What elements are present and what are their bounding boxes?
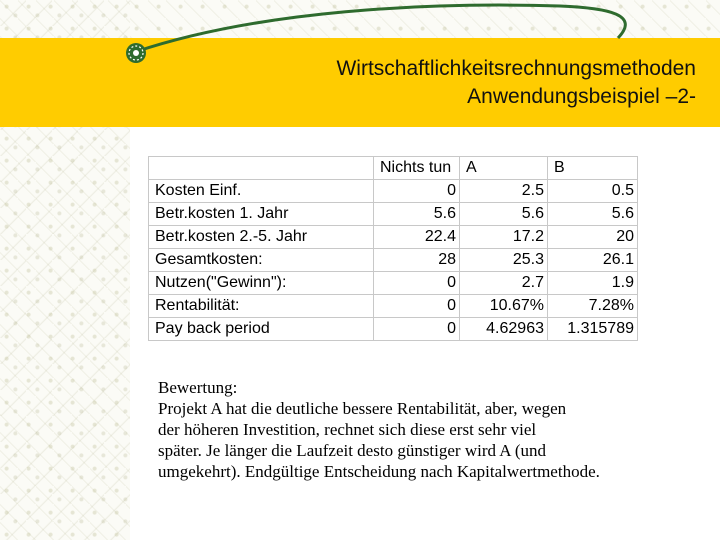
cell-b: 20 <box>548 226 638 249</box>
table-row <box>149 203 638 226</box>
evaluation-text <box>158 377 703 482</box>
row-label: Rentabilität: <box>149 295 374 318</box>
table-row <box>149 272 638 295</box>
cell-a: 5.6 <box>460 203 548 226</box>
cell-nichts-tun: 22.4 <box>374 226 460 249</box>
cell-a: 2.5 <box>460 180 548 203</box>
table-row <box>149 180 638 203</box>
cell-b: 1.9 <box>548 272 638 295</box>
cell-a: 2.7 <box>460 272 548 295</box>
cell-b: 26.1 <box>548 249 638 272</box>
table-header-row <box>149 157 638 180</box>
cell-b: 7.28% <box>548 295 638 318</box>
row-label: Nutzen("Gewinn"): <box>149 272 374 295</box>
row-label: Gesamtkosten: <box>149 249 374 272</box>
cell-nichts-tun: 0 <box>374 272 460 295</box>
text-line: Projekt A hat die deutliche bessere Rentabilität, aber, wegen <box>158 399 567 418</box>
text-line: später. Je länger die Laufzeit desto günstiger wird A (und <box>158 441 547 460</box>
title-line-1: Wirtschaftlichkeitsrechnungsmethoden <box>336 57 696 80</box>
background-pattern-top <box>130 0 720 38</box>
row-label: Betr.kosten 1. Jahr <box>149 203 374 226</box>
text-line: der höheren Investition, rechnet sich diese erst sehr viel <box>158 420 537 439</box>
cell-a: 4.62963 <box>460 318 548 341</box>
title-line-2: Anwendungsbeispiel –2- <box>467 85 696 108</box>
text-line: Bewertung: <box>158 378 238 397</box>
table-row <box>149 318 638 341</box>
table-row <box>149 226 638 249</box>
cell-nichts-tun: 28 <box>374 249 460 272</box>
header-cell-a: A <box>460 157 548 180</box>
cell-nichts-tun: 5.6 <box>374 203 460 226</box>
cell-a: 17.2 <box>460 226 548 249</box>
table-row <box>149 249 638 272</box>
slide-title <box>336 55 696 111</box>
row-label: Betr.kosten 2.-5. Jahr <box>149 226 374 249</box>
globe-icon <box>125 42 147 64</box>
header-cell-nichts-tun: Nichts tun <box>374 157 460 180</box>
table-row <box>149 295 638 318</box>
cell-b: 5.6 <box>548 203 638 226</box>
row-label: Kosten Einf. <box>149 180 374 203</box>
cell-nichts-tun: 0 <box>374 295 460 318</box>
cell-nichts-tun: 0 <box>374 180 460 203</box>
cell-b: 0.5 <box>548 180 638 203</box>
text-line: umgekehrt). Endgültige Entscheidung nach Kapitalwertmethode. <box>158 462 600 481</box>
cell-nichts-tun: 0 <box>374 318 460 341</box>
row-label: Pay back period <box>149 318 374 341</box>
cell-b: 1.315789 <box>548 318 638 341</box>
header-cell-b: B <box>548 157 638 180</box>
header-cell-label <box>149 157 374 180</box>
cell-a: 25.3 <box>460 249 548 272</box>
cell-a: 10.67% <box>460 295 548 318</box>
comparison-table <box>148 156 638 341</box>
